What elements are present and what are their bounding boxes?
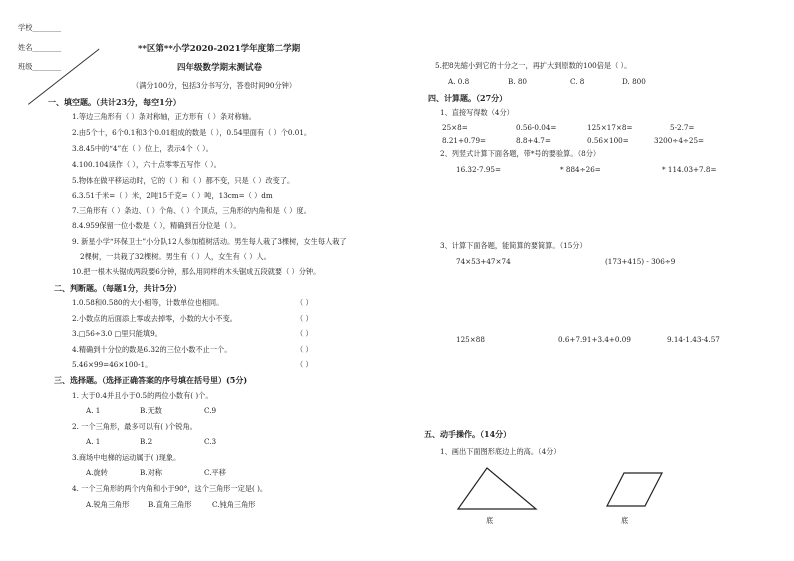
s3-q5-opt-b: B. 80 (508, 77, 527, 86)
triangle-base-label: 底 (486, 516, 494, 525)
s3-q2: 2. 一个三角形，最多可以有( )个锐角。 (72, 422, 197, 431)
calc1-r2-d: 3200÷4÷25= (654, 136, 705, 145)
section3-title: 三、选择题。（选择正确答案的序号填在括号里）(5分) (54, 375, 248, 385)
calc3-r2-c: 9.14-1.43-4.57 (667, 335, 720, 344)
section5-title: 五、动手操作。（14分） (424, 429, 512, 439)
calc2-b: * 884÷26= (560, 165, 601, 174)
s1-q2: 2.由5个十，6个0.1和3个0.01组成的数是（ ），0.54里面有（ ）个0.01。 (72, 128, 312, 137)
exam-title: **区第**小学2020-2021学年度第二学期 (138, 44, 301, 54)
s3-q2-opt-b: B.2 (140, 437, 153, 446)
s2-q5: 5.46×99=46×100-1。 (72, 360, 153, 369)
s3-q3: 3.商场中电梯的运动属于( )现象。 (72, 453, 181, 462)
calc2-a: 16.32-7.95= (456, 165, 502, 174)
s3-q4-opt-b: B.直角三角形 (148, 500, 192, 509)
s1-q4: 4.100.104读作（ ），六十点零零五写作（ ）。 (72, 160, 221, 169)
class-field: 班级________ (18, 62, 62, 71)
s1-q9b: 2棵树，一共栽了32棵树。男生有（ ）人，女生有（ ）人。 (80, 252, 271, 261)
section4-title: 四、计算题。（27分） (428, 93, 508, 103)
s3-q3-opt-b: B.对称 (140, 468, 162, 477)
exam-subtitle: 四年级数学期末测试卷 (177, 63, 263, 73)
calc1-r1-d: 5-2.7= (670, 123, 695, 132)
s3-q1-opt-b: B.无数 (140, 406, 162, 415)
s2-q4: 4.精确到十分位的数是6.32的三位小数不止一个。 (72, 345, 232, 354)
s1-q5: 5.物体在做平移运动时，它的（ ）和（ ）都不变，只是（ ）改变了。 (72, 176, 295, 185)
s3-q5-opt-c: C. 8 (570, 77, 585, 86)
calc2-title: 2、列竖式计算下面各题，带*号的要验算。（8分） (440, 149, 601, 158)
calc1-title: 1、直接写得数（4分） (440, 108, 514, 117)
s3-q1: 1. 大于0.4并且小于0.5的两位小数有( )个。 (72, 391, 213, 400)
calc1-r1-a: 25×8= (442, 123, 468, 132)
calc3-r2-b: 0.6+7.91+3.4+0.09 (558, 335, 631, 344)
name-field: 姓名________ (18, 43, 62, 52)
calc3-r2-a: 125×88 (456, 335, 485, 344)
s3-q4: 4. 一个三角形的两个内角和小于90°，这个三角形一定是( )。 (72, 484, 268, 493)
calc1-r2-c: 0.56×100= (587, 136, 629, 145)
s2-q5-blank: （ ） (296, 360, 313, 369)
s3-q1-opt-c: C.9 (204, 406, 217, 415)
s2-q1: 1.0.58和0.580的大小相等，计数单位也相同。 (72, 298, 224, 307)
s1-q8: 8.4.959保留一位小数是（ ），精确到百分位是（ ）。 (72, 221, 241, 230)
s2-q4-blank: （ ） (296, 345, 313, 354)
s2-q2-blank: （ ） (296, 314, 313, 323)
triangle-figure (455, 465, 540, 515)
parallelogram-base-label: 底 (621, 516, 629, 525)
s1-q10: 10.把一根木头锯成两段要6分钟，那么用同样的木头锯成五段就要（ ）分钟。 (72, 267, 321, 276)
school-field: 学校________ (18, 23, 62, 32)
s1-q9a: 9. 新星小学“环保卫士”小分队12人参加植树活动。男生每人栽了3棵树，女生每人栽了 (72, 237, 347, 246)
s1-q7: 7.三角形有（ ）条边、（ ）个角、（ ）个顶点，三角形的内角和是（ ）度。 (72, 206, 311, 215)
section2-title: 二、判断题。（每题1分，共计5分） (54, 283, 182, 293)
s3-q4-opt-a: A.锐角三角形 (86, 500, 130, 509)
s2-q2: 2.小数点的后面添上零或去掉零，小数的大小不变。 (72, 314, 237, 323)
s2-q3-blank: （ ） (296, 329, 313, 338)
calc1-r1-b: 0.56-0.04= (516, 123, 557, 132)
s2-q3: 3.□56÷3.0 □里只能填9。 (72, 329, 162, 338)
s3-q2-opt-c: C.3 (204, 437, 217, 446)
s3-q3-opt-a: A.旋转 (86, 468, 108, 477)
s3-q5-opt-d: D. 800 (622, 77, 646, 86)
s3-q5: 5.把8先缩小到它的十分之一，再扩大到原数的100倍是（ ）。 (435, 61, 632, 70)
calc1-r2-b: 8.8+4.7= (516, 136, 551, 145)
s3-q5-opt-a: A. 0.8 (448, 77, 470, 86)
s3-q3-opt-c: C.平移 (204, 468, 226, 477)
calc3-r1-b: (173+415) - 306÷9 (605, 257, 676, 266)
exam-note: （满分100分，包括3分书写分，答卷时间90分钟） (132, 81, 297, 90)
s3-q1-opt-a: A. 1 (86, 406, 101, 415)
s3-q4-opt-c: C.钝角三角形 (212, 500, 256, 509)
calc3-title: 3、计算下面各题，能简算的要简算。（15分） (440, 241, 587, 250)
calc2-c: * 114.03+7.8= (662, 165, 717, 174)
calc1-r1-c: 125×17×8= (587, 123, 633, 132)
draw1-title: 1、画出下面图形底边上的高。（4分） (440, 447, 561, 456)
s1-q1: 1.等边三角形有（ ）条对称轴，正方形有（ ）条对称轴。 (72, 112, 256, 121)
s3-q2-opt-a: A. 1 (86, 437, 101, 446)
s1-q3: 3.8.45中的“4”在（ ）位上，表示4个（ ）。 (72, 144, 213, 153)
parallelogram-figure (605, 470, 665, 510)
section1-title: 一、填空题。（共计23分，每空1分） (48, 97, 181, 107)
calc1-r2-a: 8.21+0.79= (442, 136, 487, 145)
calc3-r1-a: 74×53+47×74 (456, 257, 511, 266)
s2-q1-blank: （ ） (296, 298, 313, 307)
s1-q6: 6.3.51千米=（ ）米，2吨15千克=（ ）吨，13cm=（ ）dm (72, 191, 273, 200)
